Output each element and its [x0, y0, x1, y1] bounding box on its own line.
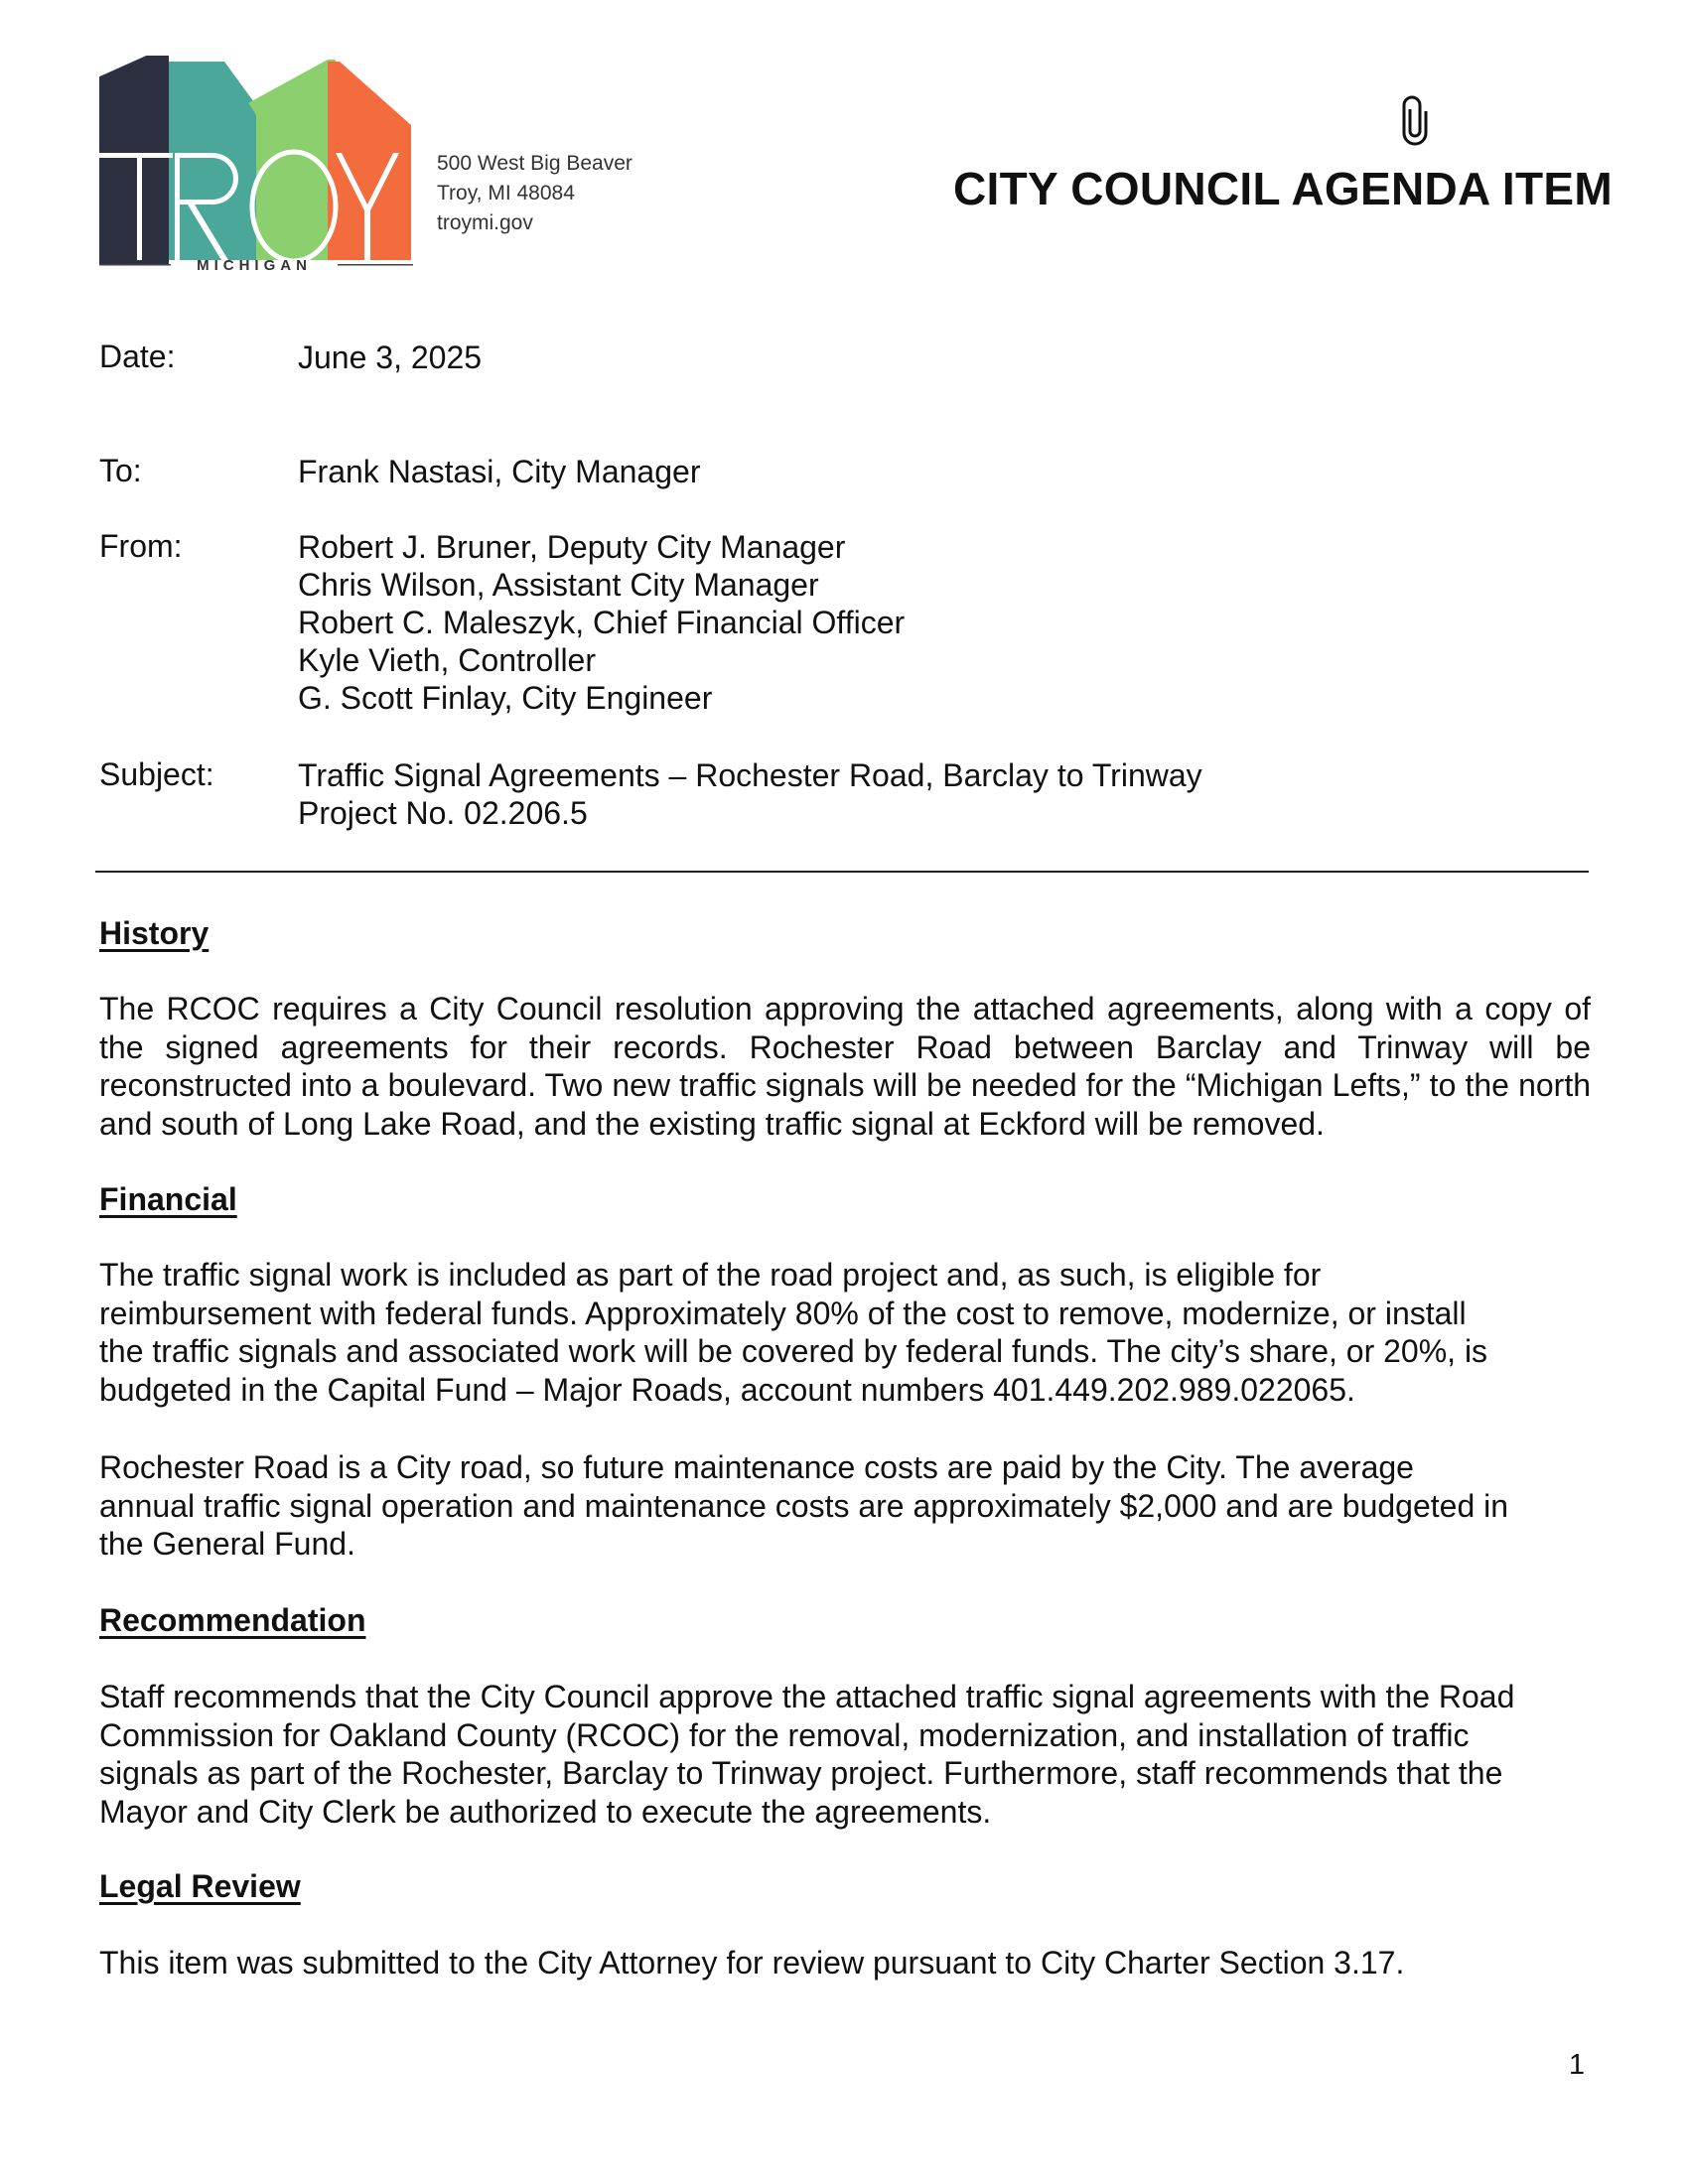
from-item: Chris Wilson, Assistant City Manager [298, 567, 819, 603]
text-line: the General Fund. [99, 1526, 355, 1562]
financial-paragraph-2 [99, 1448, 1591, 1564]
from-item: Kyle Vieth, Controller [298, 642, 596, 678]
legal-review-heading: Legal Review [99, 1868, 301, 1904]
address-website[interactable]: troymi.gov [437, 211, 533, 234]
address-city: Troy, MI 48084 [437, 182, 575, 205]
header-divider [95, 871, 1589, 873]
subject-line: Traffic Signal Agreements – Rochester Road, Barclay to Trinway [298, 757, 1202, 793]
to-value: Frank Nastasi, City Manager [298, 454, 701, 489]
text-line: the traffic signals and associated work will be covered by federal funds. The city’s share, or 20%, is [99, 1333, 1488, 1369]
history-heading: History [99, 915, 210, 951]
text-line: Rochester Road is a City road, so future maintenance costs are paid by the City. The average [99, 1449, 1414, 1485]
from-item: G. Scott Finlay, City Engineer [298, 680, 713, 716]
financial-heading: Financial [99, 1181, 237, 1217]
subject-value [298, 756, 1202, 832]
troy-logo [97, 56, 415, 272]
to-label: To: [99, 453, 142, 488]
subject-line: Project No. 02.206.5 [298, 795, 588, 831]
agenda-item-title: CITY COUNCIL AGENDA ITEM [953, 163, 1614, 214]
date-label: Date: [99, 339, 176, 374]
date-value: June 3, 2025 [298, 340, 483, 375]
financial-paragraph-1 [99, 1256, 1591, 1409]
text-line: The traffic signal work is included as part of the road project and, as such, is eligible for [99, 1257, 1322, 1293]
text-line: Commission for Oakland County (RCOC) for the removal, modernization, and installation of traffic [99, 1716, 1470, 1753]
legal-review-text: This item was submitted to the City Attorney for review pursuant to City Charter Section 3.17. [99, 1945, 1405, 1980]
text-line: budgeted in the Capital Fund – Major Roads, account numbers 401.449.202.989.022065. [99, 1371, 1355, 1408]
from-list [298, 528, 905, 717]
text-line: reimbursement with federal funds. Approximately 80% of the cost to remove, modernize, or install [99, 1295, 1467, 1331]
from-label: From: [99, 528, 183, 564]
logo-subtext: MICHIGAN [197, 257, 312, 272]
text-line: annual traffic signal operation and maintenance costs are approximately $2,000 and are budgeted in [99, 1487, 1509, 1524]
from-item: Robert J. Bruner, Deputy City Manager [298, 529, 846, 565]
history-text: The RCOC requires a City Council resolution approving the attached agreements, along with a copy of the signed agreements for their records. Rochester Road between Barclay and Trinway will be reconstructed into a boulevard. Two new traffic signals will be needed for the “Michigan Lefts,” to the north and south of Long Lake Road, and the existing traffic signal at Eckford will be removed. [99, 991, 1591, 1142]
text-line: Staff recommends that the City Council approve the attached traffic signal agreements with the Road [99, 1679, 1515, 1714]
city-address [437, 149, 633, 238]
page-number: 1 [1569, 2049, 1586, 2081]
recommendation-heading: Recommendation [99, 1602, 366, 1638]
paperclip-icon[interactable] [1402, 95, 1428, 147]
from-item: Robert C. Maleszyk, Chief Financial Officer [298, 605, 906, 640]
text-line: Mayor and City Clerk be authorized to execute the agreements. [99, 1793, 992, 1830]
address-street: 500 West Big Beaver [437, 152, 633, 175]
subject-label: Subject: [99, 756, 214, 792]
recommendation-text [99, 1678, 1591, 1831]
text-line: signals as part of the Rochester, Barclay to Trinway project. Furthermore, staff recommends that the [99, 1755, 1503, 1791]
